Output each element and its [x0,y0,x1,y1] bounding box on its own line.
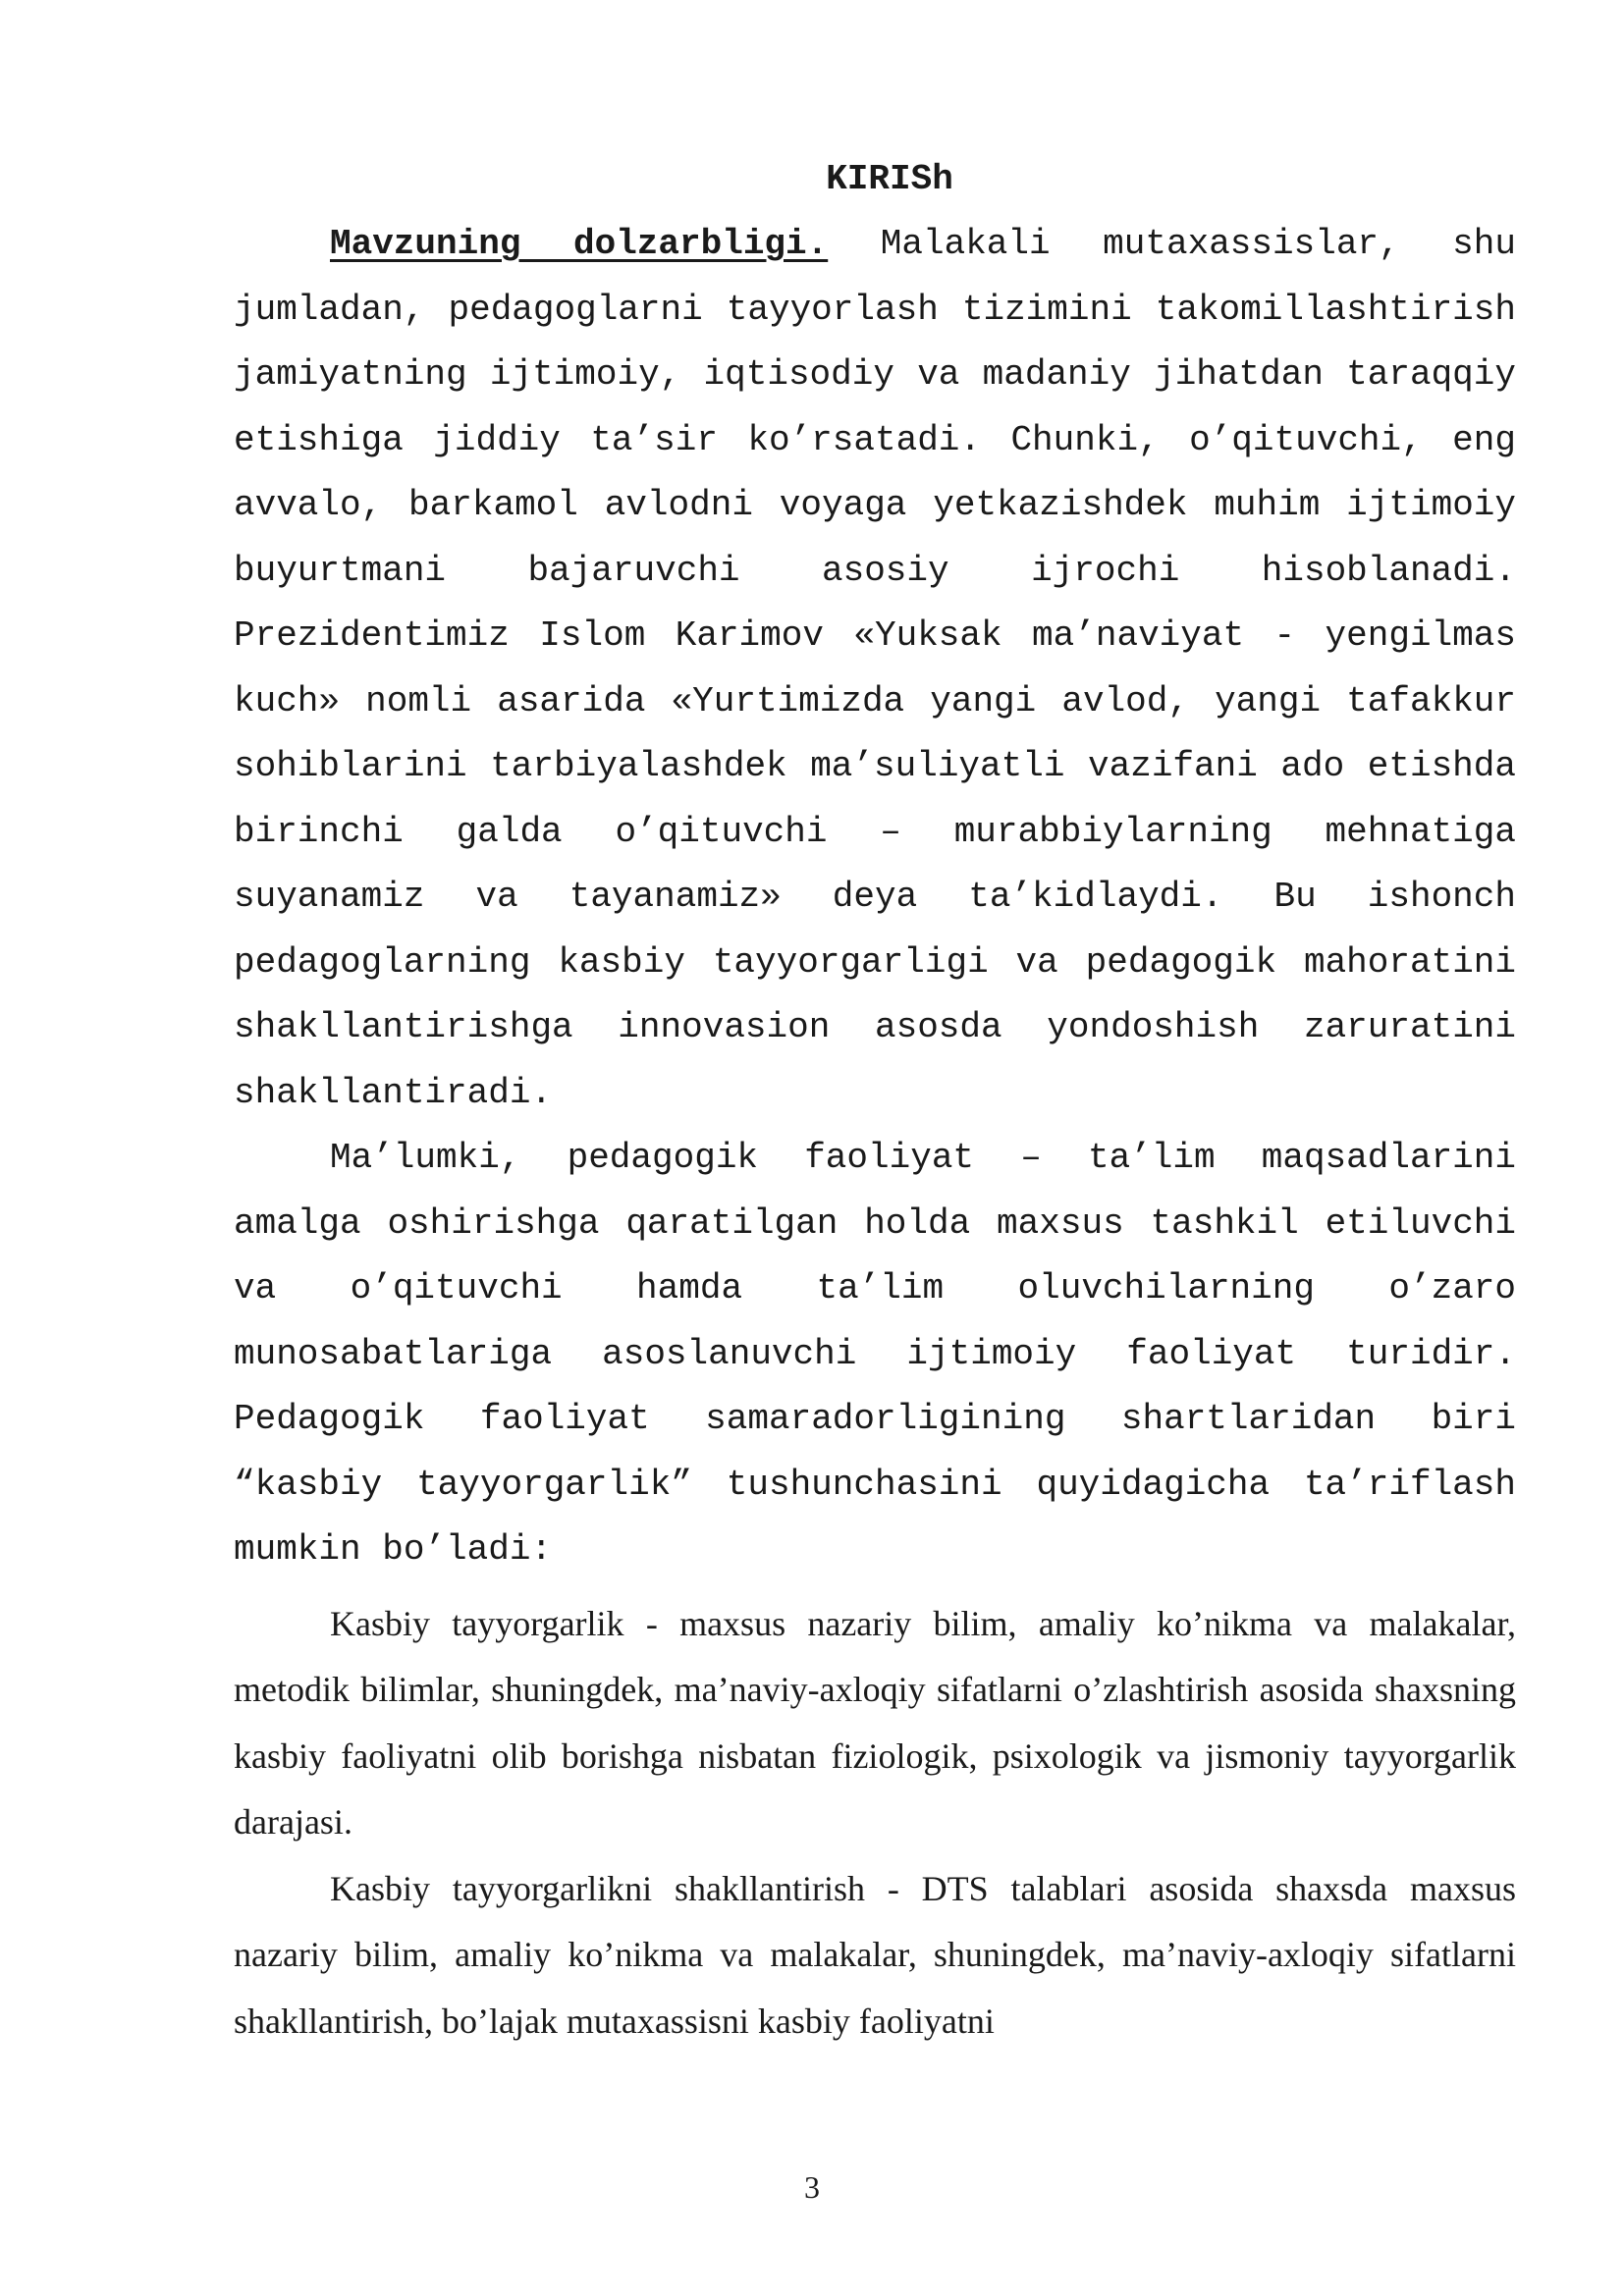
paragraph-text: Malakali mutaxassislar, shu jumladan, pedagoglarni tayyorlash tizimini takomillashtirish jamiyatning ijtimoiy, iqtisodiy va madaniy jihatdan taraqqiy etishiga jiddiy ta’sir ko’rsatadi. Chunki, o’qituvchi, eng avvalo, barkamol avlodni voyaga yetkazishdek muhim ijtimoiy buyurtmani bajaruvchi asosiy ijrochi hisoblanadi. Prezidentimiz Islom Karimov «Yuksak ma’naviyat - yengilmas kuch» nomli asarida «Yurtimizda yangi avlod, yangi tafakkur sohiblarini tarbiyalashdek ma’suliyatli vazifani ado etishda birinchi galda o’qituvchi – murabbiylarning mehnatiga suyanamiz va tayanamiz» deya ta’kidlaydi. Bu ishonch pedagoglarning kasbiy tayyorgarligi va pedagogik mahoratini shakllantirishga innovasion asosda yondoshish zaruratini shakllantiradi. [234,224,1516,1113]
paragraph-formation: Kasbiy tayyorgarlikni shakllantirish - DTS talablari asosida shaxsda maxsus nazariy bilim, amaliy ko’nikma va malakalar, shuningdek, ma’naviy-axloqiy sifatlarni shakllantirish, bo’lajak mutaxassisni kasbiy faoliyatni [234,1868,1516,2041]
paragraph-pedagogical-activity: Ma’lumki, pedagogik faoliyat – ta’lim maqsadlarini amalga oshirishga qaratilgan holda maxsus tashkil etiluvchi va o’qituvchi hamda ta’lim oluvchilarning o’zaro munosabatlariga asoslanuvchi ijtimoiy faoliyat turidir. Pedagogik faoliyat samaradorligining shartlaridan biri “kasbiy tayyorgarlik” tushunchasini quyidagicha ta’riflash mumkin bo’ladi: [234,1138,1516,1570]
paragraph-lead: Mavzuning dolzarbligi. [330,224,829,264]
document-page [234,147,1516,2055]
paragraph-definition: Kasbiy tayyorgarlik - maxsus nazariy bilim, amaliy ko’nikma va malakalar, metodik bilimlar, shuningdek, ma’naviy-axloqiy sifatlarni o’zlashtirish asosida shaxsning kasbiy faoliyatni olib borishga nisbatan fiziologik, psixologik va jismoniy tayyorgarlik darajasi. [234,1603,1516,1842]
paragraph-relevance [234,212,1516,1126]
page-number: 3 [804,2169,820,2205]
page-heading: KIRISh [826,159,953,199]
